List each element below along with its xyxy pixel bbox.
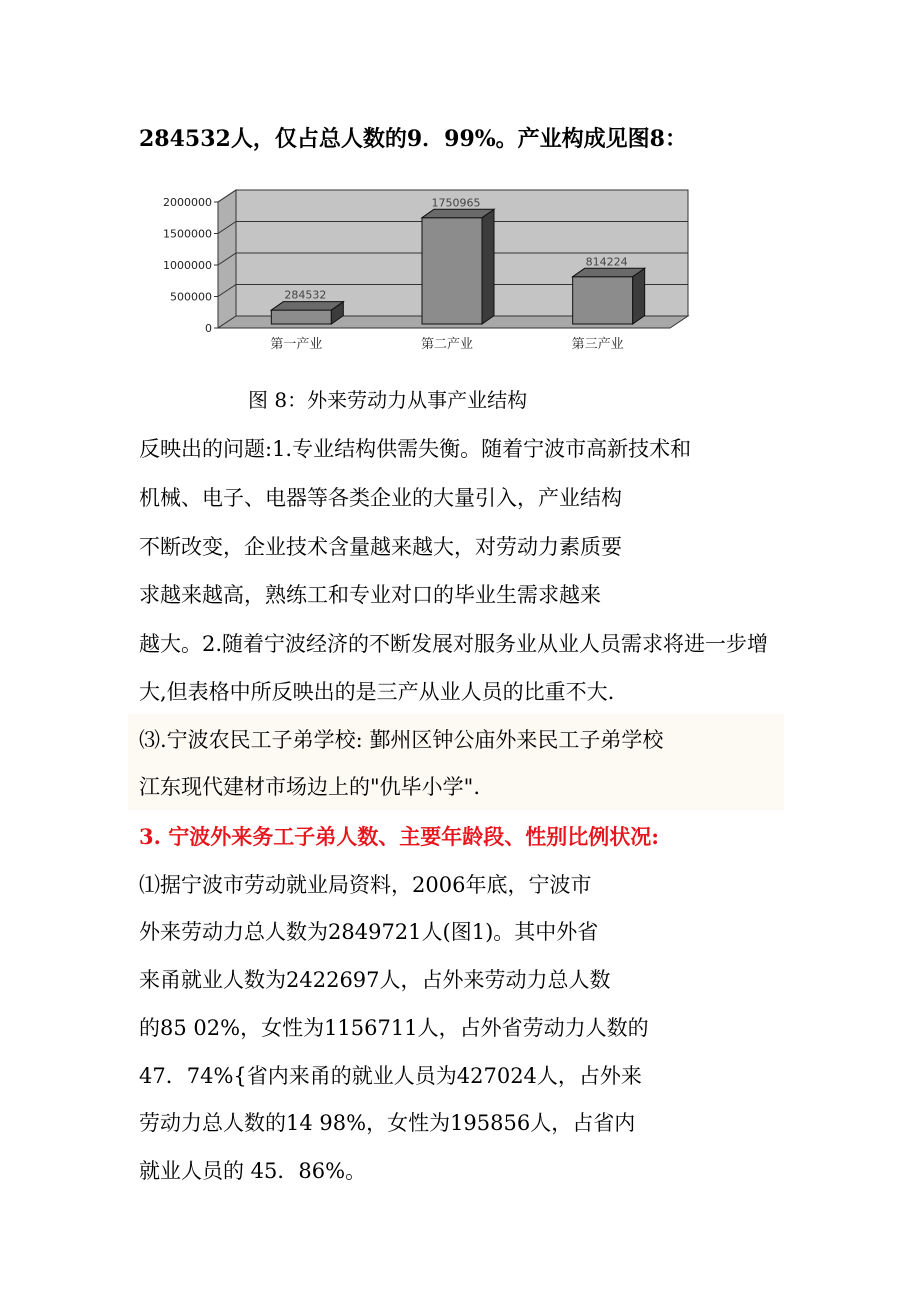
text-line-p1: 反映出的问题:1.专业结构供需失衡。随着宁波市高新技术和: [139, 437, 692, 461]
x-tick-label: 第一产业: [270, 337, 323, 352]
y-tick-label: 0: [205, 322, 212, 335]
bar-top: [422, 209, 494, 217]
text-line-p12: 的85 02%，女性为1156711人，占外省劳动力人数的: [139, 1016, 649, 1040]
bar-side: [633, 268, 645, 324]
bar-top: [573, 268, 645, 276]
text-line-p8: 江东现代建材市场边上的"仇毕小学".: [139, 775, 480, 799]
figure-caption: 图 8：外来劳动力从事产业结构: [248, 388, 528, 412]
y-tick-label: 1500000: [163, 227, 212, 241]
bar-side: [482, 209, 494, 324]
data-label: 814224: [585, 255, 628, 269]
text-line-1: 284532人，仅占总人数的9．99%。产业构成见图8：: [139, 126, 687, 152]
text-line-p7: ⑶.宁波农民工子弟学校: 鄞州区钟公庙外来民工子弟学校: [139, 728, 664, 752]
industry-bar-chart: [150, 178, 730, 368]
bar: [422, 218, 482, 324]
y-tick-label: 2000000: [163, 196, 212, 209]
y-axis: [163, 196, 218, 335]
y-tick-label: 500000: [170, 290, 212, 304]
text-line-p6: 大,但表格中所反映出的是三产从业人员的比重不大.: [139, 680, 615, 704]
text-line-p5: 越大。2.随着宁波经济的不断发展对服务业从业人员需求将进一步增: [139, 632, 769, 656]
text-line-p2: 机械、电子、电器等各类企业的大量引入，产业结构: [139, 486, 622, 510]
bar: [271, 310, 331, 324]
text-line-p11: 来甬就业人数为2422697人，占外来劳动力总人数: [139, 968, 611, 992]
x-axis: [270, 336, 623, 352]
text-line-p10: 外来劳动力总人数为2849721人(图1)。其中外省: [139, 920, 599, 944]
text-line-p13: 47．74%{省内来甬的就业人员为427024人，占外来: [139, 1064, 642, 1088]
bar: [573, 277, 633, 324]
text-line-p4: 求越来越高，熟练工和专业对口的毕业生需求越来: [139, 583, 601, 607]
text-line-p15: 就业人员的 45．86%。: [139, 1159, 367, 1183]
x-tick-label: 第三产业: [571, 337, 624, 352]
x-tick-label: 第二产业: [420, 337, 474, 352]
text-line-p14: 劳动力总人数的14 98%，女性为195856人，占省内: [139, 1111, 636, 1135]
section-heading: 3. 宁波外来务工子弟人数、主要年龄段、性别比例状况:: [139, 824, 659, 849]
data-label: 284532: [284, 288, 327, 302]
data-label: 1750965: [431, 196, 481, 210]
text-line-p9: ⑴据宁波市劳动就业局资料，2006年底，宁波市: [139, 873, 592, 897]
y-tick-label: 1000000: [163, 259, 212, 272]
bar-top: [271, 302, 343, 310]
text-line-p3: 不断改变，企业技术含量越来越大，对劳动力素质要: [139, 535, 622, 559]
